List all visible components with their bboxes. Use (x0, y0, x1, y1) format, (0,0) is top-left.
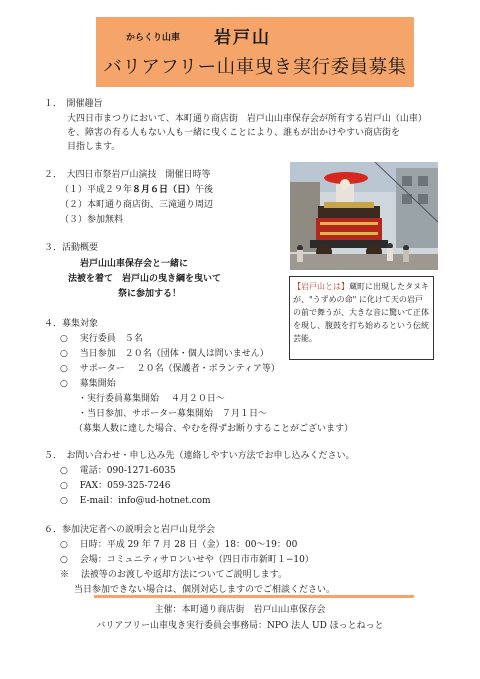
section-4-item-3: ○ サポーター ２０名（保護者・ボランティア等） (60, 364, 280, 374)
section-2-item-2: （２）本町通り商店街、三滝通り周辺 (60, 200, 214, 210)
section-2-item-1 (60, 184, 213, 196)
section-4-item-4: ○ 募集開始 (60, 379, 116, 389)
section-2-item-3: （３）参加無料 (60, 215, 124, 225)
section-6-heading: ６．参加決定者への説明会と岩戸山見学会 (44, 525, 216, 535)
photo-caption (289, 276, 434, 360)
briefing-place: ○ 会場：コミュニティサロンいせや（四日市市新町１−10） (60, 555, 314, 565)
item-1-year: （１）平成２９年 (60, 185, 133, 195)
page-title: バリアフリー山車曳き実行委員募集 (103, 57, 407, 78)
caption-heading: 【岩戸山とは】 (293, 282, 349, 291)
item-1-time: 午後 (195, 185, 214, 195)
caption-text: 蔵町に出現したタヌキが、"うずめの命" に化けて天の岩戸の前で舞うが、大きな音に驚いて正体を現し、腹鼓を打ち始めるという伝統芸能。 (293, 282, 429, 343)
section-4-detail-2: ・当日参加、サポーター募集開始 ７月１日～ (78, 409, 268, 419)
section-1-line-2: を、障害の有る人もない人も一緒に曳くことにより、誰もが出かけやすい商店街を (67, 128, 401, 138)
section-4-heading: ４．募集対象 (44, 319, 99, 329)
banner-subtitle: からくり山車 (126, 33, 181, 43)
title-banner (96, 17, 414, 87)
footer-organizer: 主催：本町通り商店街 岩戸山山車保存会 (154, 605, 326, 615)
float-illustration (290, 162, 438, 270)
section-3-line-3: 祭に参加する！ (118, 289, 182, 299)
briefing-date: ○ 日時：平成 29 年 7 月 28 日（金）18：00～19：00 (60, 540, 298, 550)
briefing-note-2: 当日参加できない場合は、個別対応しますのでご相談ください。 (74, 585, 336, 595)
float-photo (290, 162, 438, 270)
section-4-item-1: ○ 実行委員 ５名 (60, 334, 143, 344)
section-4-detail-1: ・実行委員募集開始 ４月２０日～ (78, 394, 225, 404)
item-1-date: ８月６日（日） (132, 185, 196, 195)
banner-name: 岩戸山 (214, 28, 271, 48)
section-4-item-2: ○ 当日参加 ２０名（団体・個人は問いません） (60, 349, 269, 359)
footer-office: バリアフリー山車曳き実行委員会事務局：NPO 法人 UD ほっとねっと (96, 621, 384, 631)
contact-fax: ○ FAX：059-325-7246 (60, 481, 171, 491)
section-2-heading: ２． 大四日市祭岩戸山演技 開催日時等 (44, 170, 211, 180)
section-1-heading: １． 開催趣旨 (44, 99, 103, 109)
section-5-heading: ５． お問い合わせ・申し込み先（連絡しやすい方法でお申し込みください。 (44, 451, 355, 461)
contact-phone: ○ 電話：090-1271-6035 (60, 466, 176, 476)
briefing-note-1: ※ 法被等のお渡しや返却方法についてご説明します。 (60, 570, 287, 580)
footer-divider (94, 595, 414, 598)
contact-email[interactable]: ○ E-mail：info@ud-hotnet.com (60, 496, 211, 506)
section-4-note: （募集人数に達した場合、やむを得ずお断りすることがございます） (74, 424, 354, 434)
section-1-line-3: 目指します。 (67, 142, 121, 152)
section-3-line-2: 法被を着て 岩戸山の曳き綱を曳いて (68, 274, 222, 284)
section-1-line-1: 大四日市まつりにおいて、本町通り商店街 岩戸山山車保存会が所有する岩戸山（山車） (67, 114, 427, 124)
section-3-line-1: 岩戸山山車保存会と一緒に (80, 259, 189, 269)
section-3-heading: ３．活動概要 (44, 243, 99, 253)
